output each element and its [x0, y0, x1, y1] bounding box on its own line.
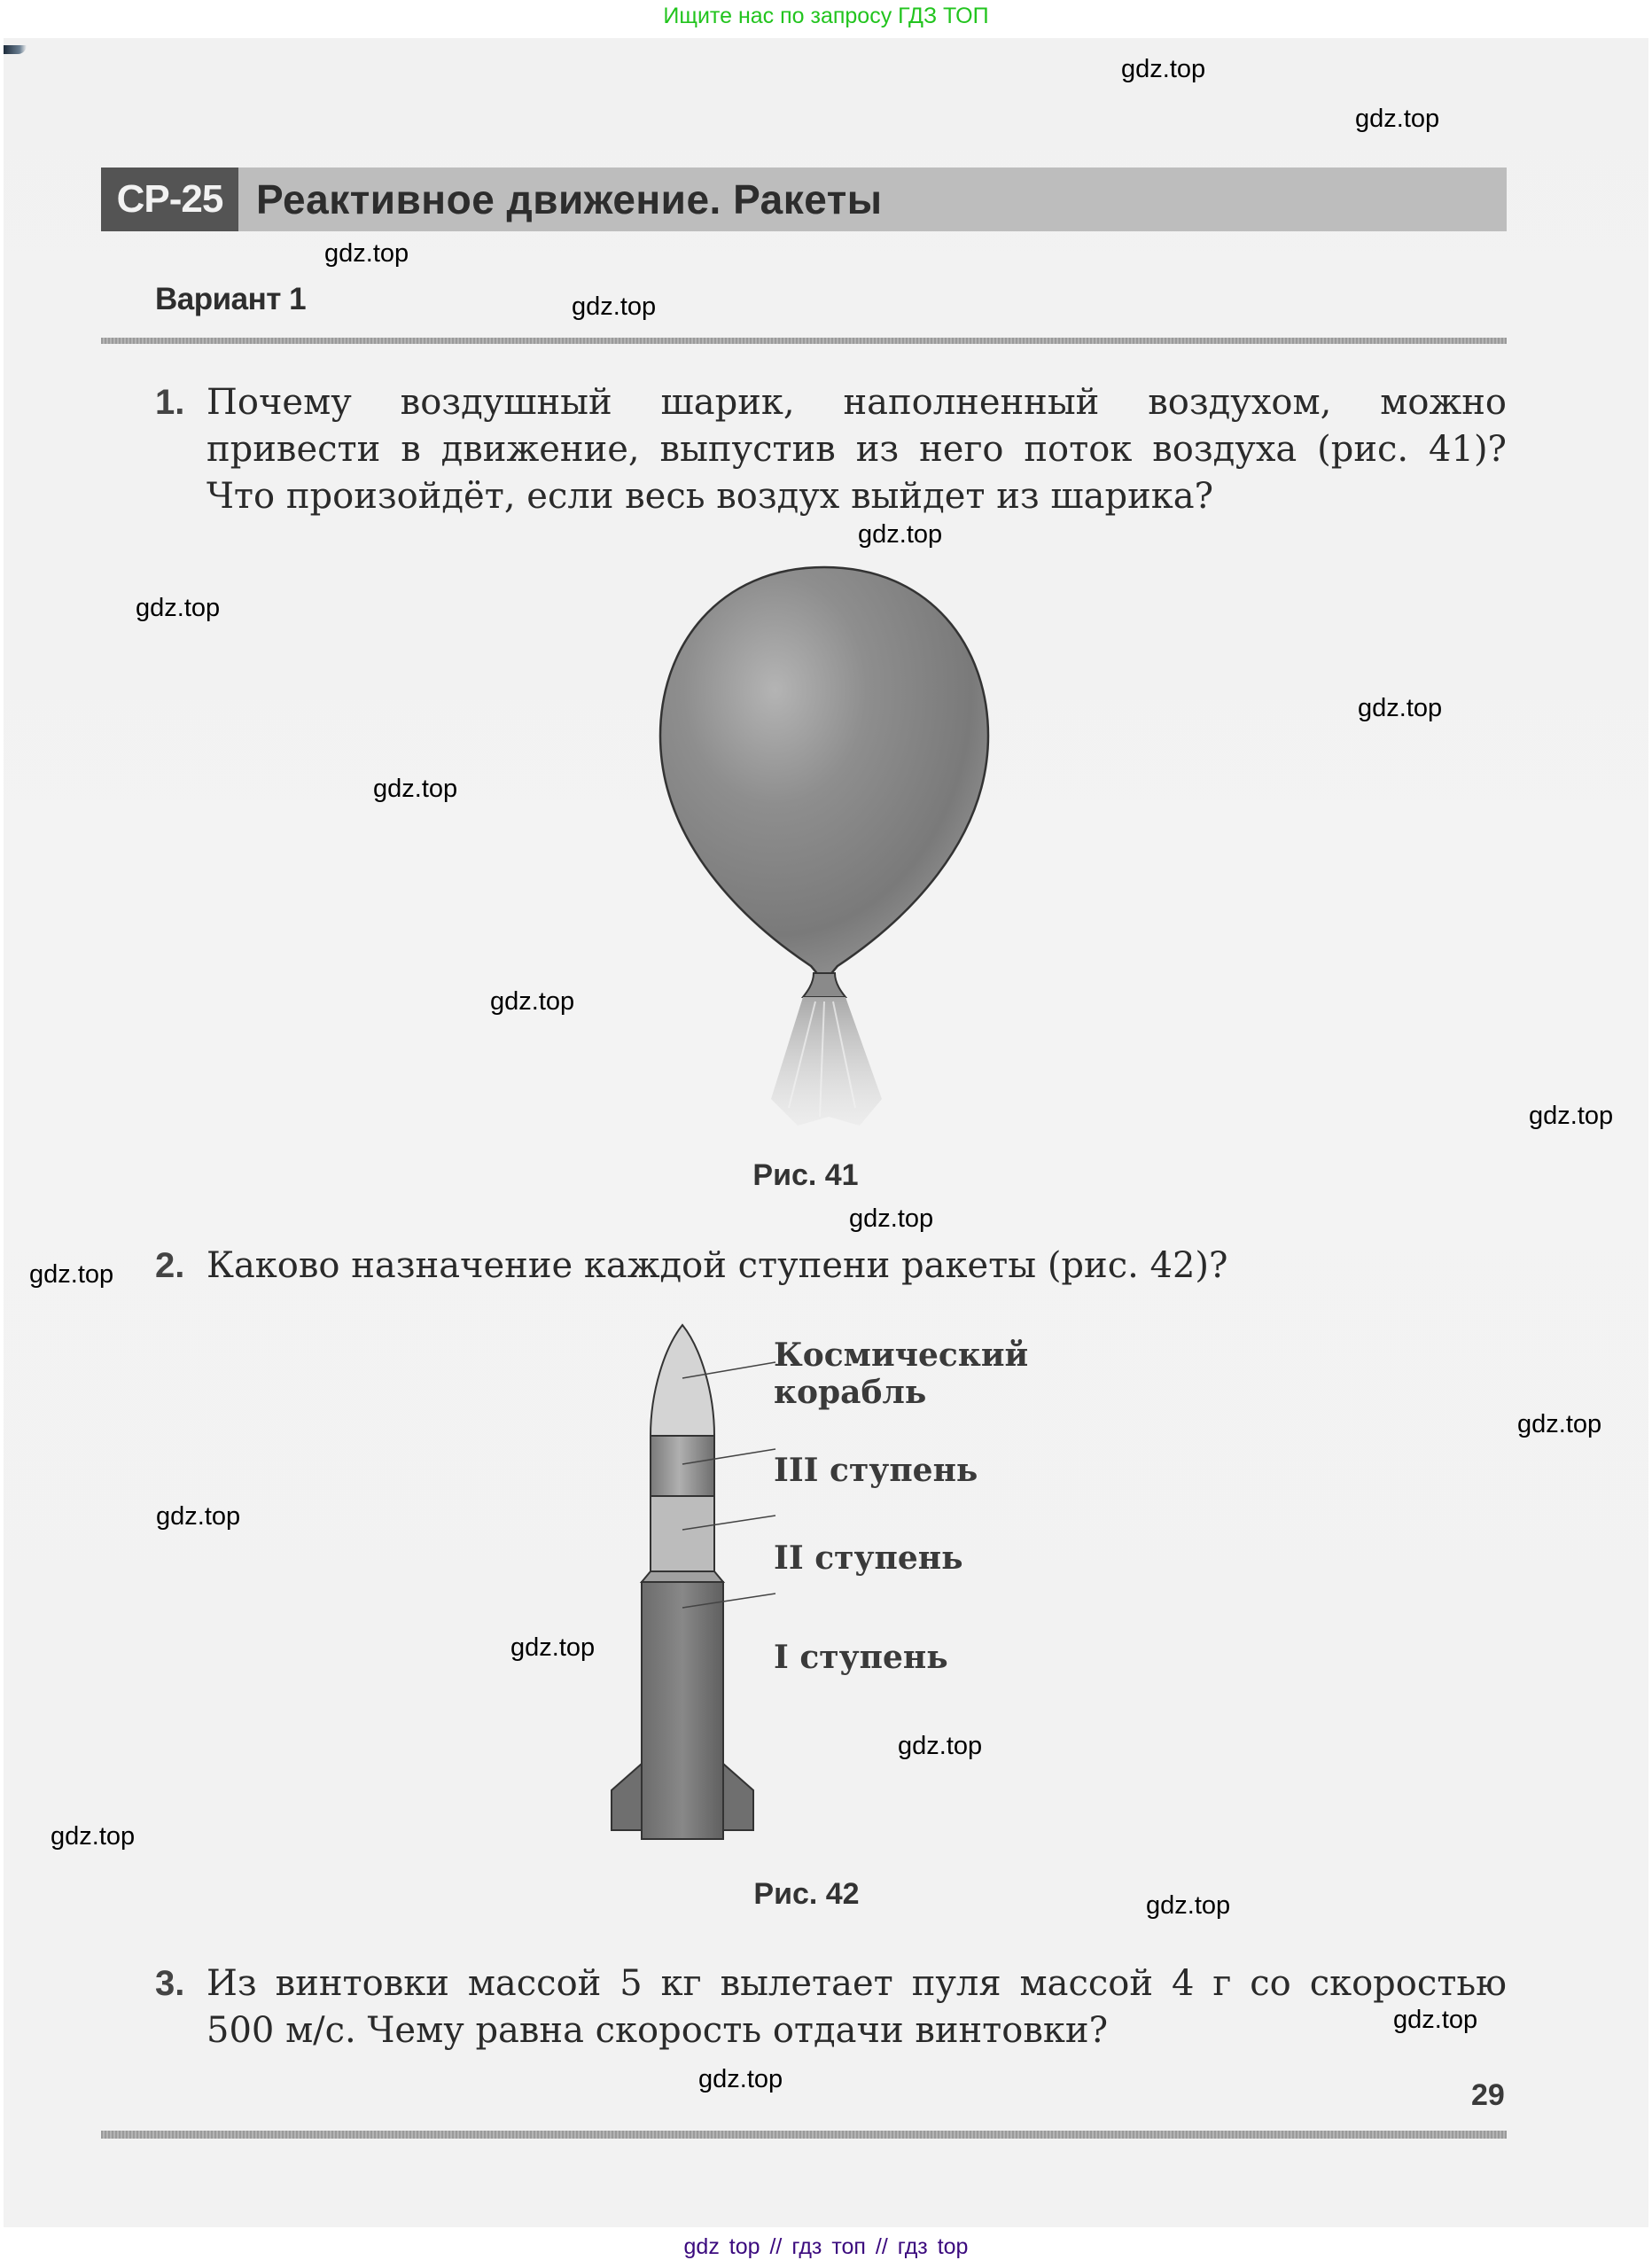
figure-42-caption: Рис. 42	[753, 1877, 860, 1911]
watermark: gdz.top	[373, 775, 458, 803]
question-text	[206, 379, 1507, 520]
rocket-label-stage-1: I ступень	[774, 1639, 948, 1676]
question-line: Каково назначение каждой ступени ракеты (рис. 42)?	[206, 1245, 1228, 1286]
question-3	[155, 1960, 1507, 2054]
label-line: Космический	[774, 1337, 1029, 1374]
bottom-banner-text: gdz top // гдз топ // гдз top	[683, 2234, 969, 2259]
watermark: gdz.top	[1121, 55, 1206, 83]
watermark: gdz.top	[156, 1502, 241, 1531]
question-text	[206, 1243, 1507, 1290]
question-number: 1.	[155, 383, 185, 422]
watermark: gdz.top	[698, 2065, 783, 2093]
watermark: gdz.top	[858, 520, 943, 549]
page-number: 29	[1471, 2078, 1505, 2112]
watermark: gdz.top	[1529, 1102, 1614, 1130]
watermark: gdz.top	[51, 1822, 136, 1851]
label-line: корабль	[774, 1374, 927, 1411]
watermark: gdz.top	[1393, 2006, 1478, 2034]
section-code: СР-25	[101, 168, 238, 231]
question-1	[155, 379, 1507, 520]
section-title: Реактивное движение. Ракеты	[256, 176, 883, 222]
question-number: 3.	[155, 1964, 185, 2003]
watermark: gdz.top	[510, 1633, 596, 1662]
watermark: gdz.top	[1358, 694, 1443, 722]
question-line: Почему воздушный шарик, наполненный воздухом, можно	[206, 382, 1507, 423]
question-line: Что произойдёт, если весь воздух выйдет из шарика?	[206, 476, 1214, 517]
rocket-label-stage-2: II ступень	[774, 1539, 963, 1577]
watermark: gdz.top	[324, 239, 409, 268]
section-header	[101, 168, 1507, 231]
question-line: привести в движение, выпустив из него поток воздуха (рис. 41)?	[206, 429, 1507, 470]
watermark: gdz.top	[29, 1260, 114, 1289]
question-2	[155, 1243, 1507, 1290]
rocket-icon	[603, 1312, 780, 1852]
question-text	[206, 1960, 1507, 2054]
rocket-label-stage-3: III ступень	[774, 1452, 978, 1489]
watermark: gdz.top	[849, 1204, 934, 1233]
question-number: 2.	[155, 1246, 185, 1285]
page-corner-shadow	[4, 45, 27, 54]
watermark: gdz.top	[1146, 1891, 1231, 1920]
footer-separator	[101, 2131, 1507, 2139]
watermark: gdz.top	[490, 987, 575, 1016]
variant-separator	[101, 338, 1507, 344]
question-line: Из винтовки массой 5 кг вылетает пуля массой 4 г со скоростью	[206, 1963, 1507, 2004]
watermark: gdz.top	[1517, 1410, 1602, 1438]
watermark: gdz.top	[136, 594, 221, 622]
bottom-banner	[0, 2227, 1652, 2268]
top-banner	[0, 0, 1652, 38]
rocket-label-spacecraft	[774, 1337, 1028, 1411]
variant-heading: Вариант 1	[155, 282, 307, 316]
balloon-icon	[638, 549, 1010, 1152]
top-banner-text: Ищите нас по запросу ГДЗ ТОП	[663, 4, 989, 28]
watermark: gdz.top	[898, 1732, 983, 1760]
watermark: gdz.top	[1355, 105, 1440, 133]
question-line: 500 м/с. Чему равна скорость отдачи винтовки?	[206, 2010, 1109, 2051]
watermark: gdz.top	[572, 292, 657, 321]
figure-41-caption: Рис. 41	[752, 1158, 859, 1192]
